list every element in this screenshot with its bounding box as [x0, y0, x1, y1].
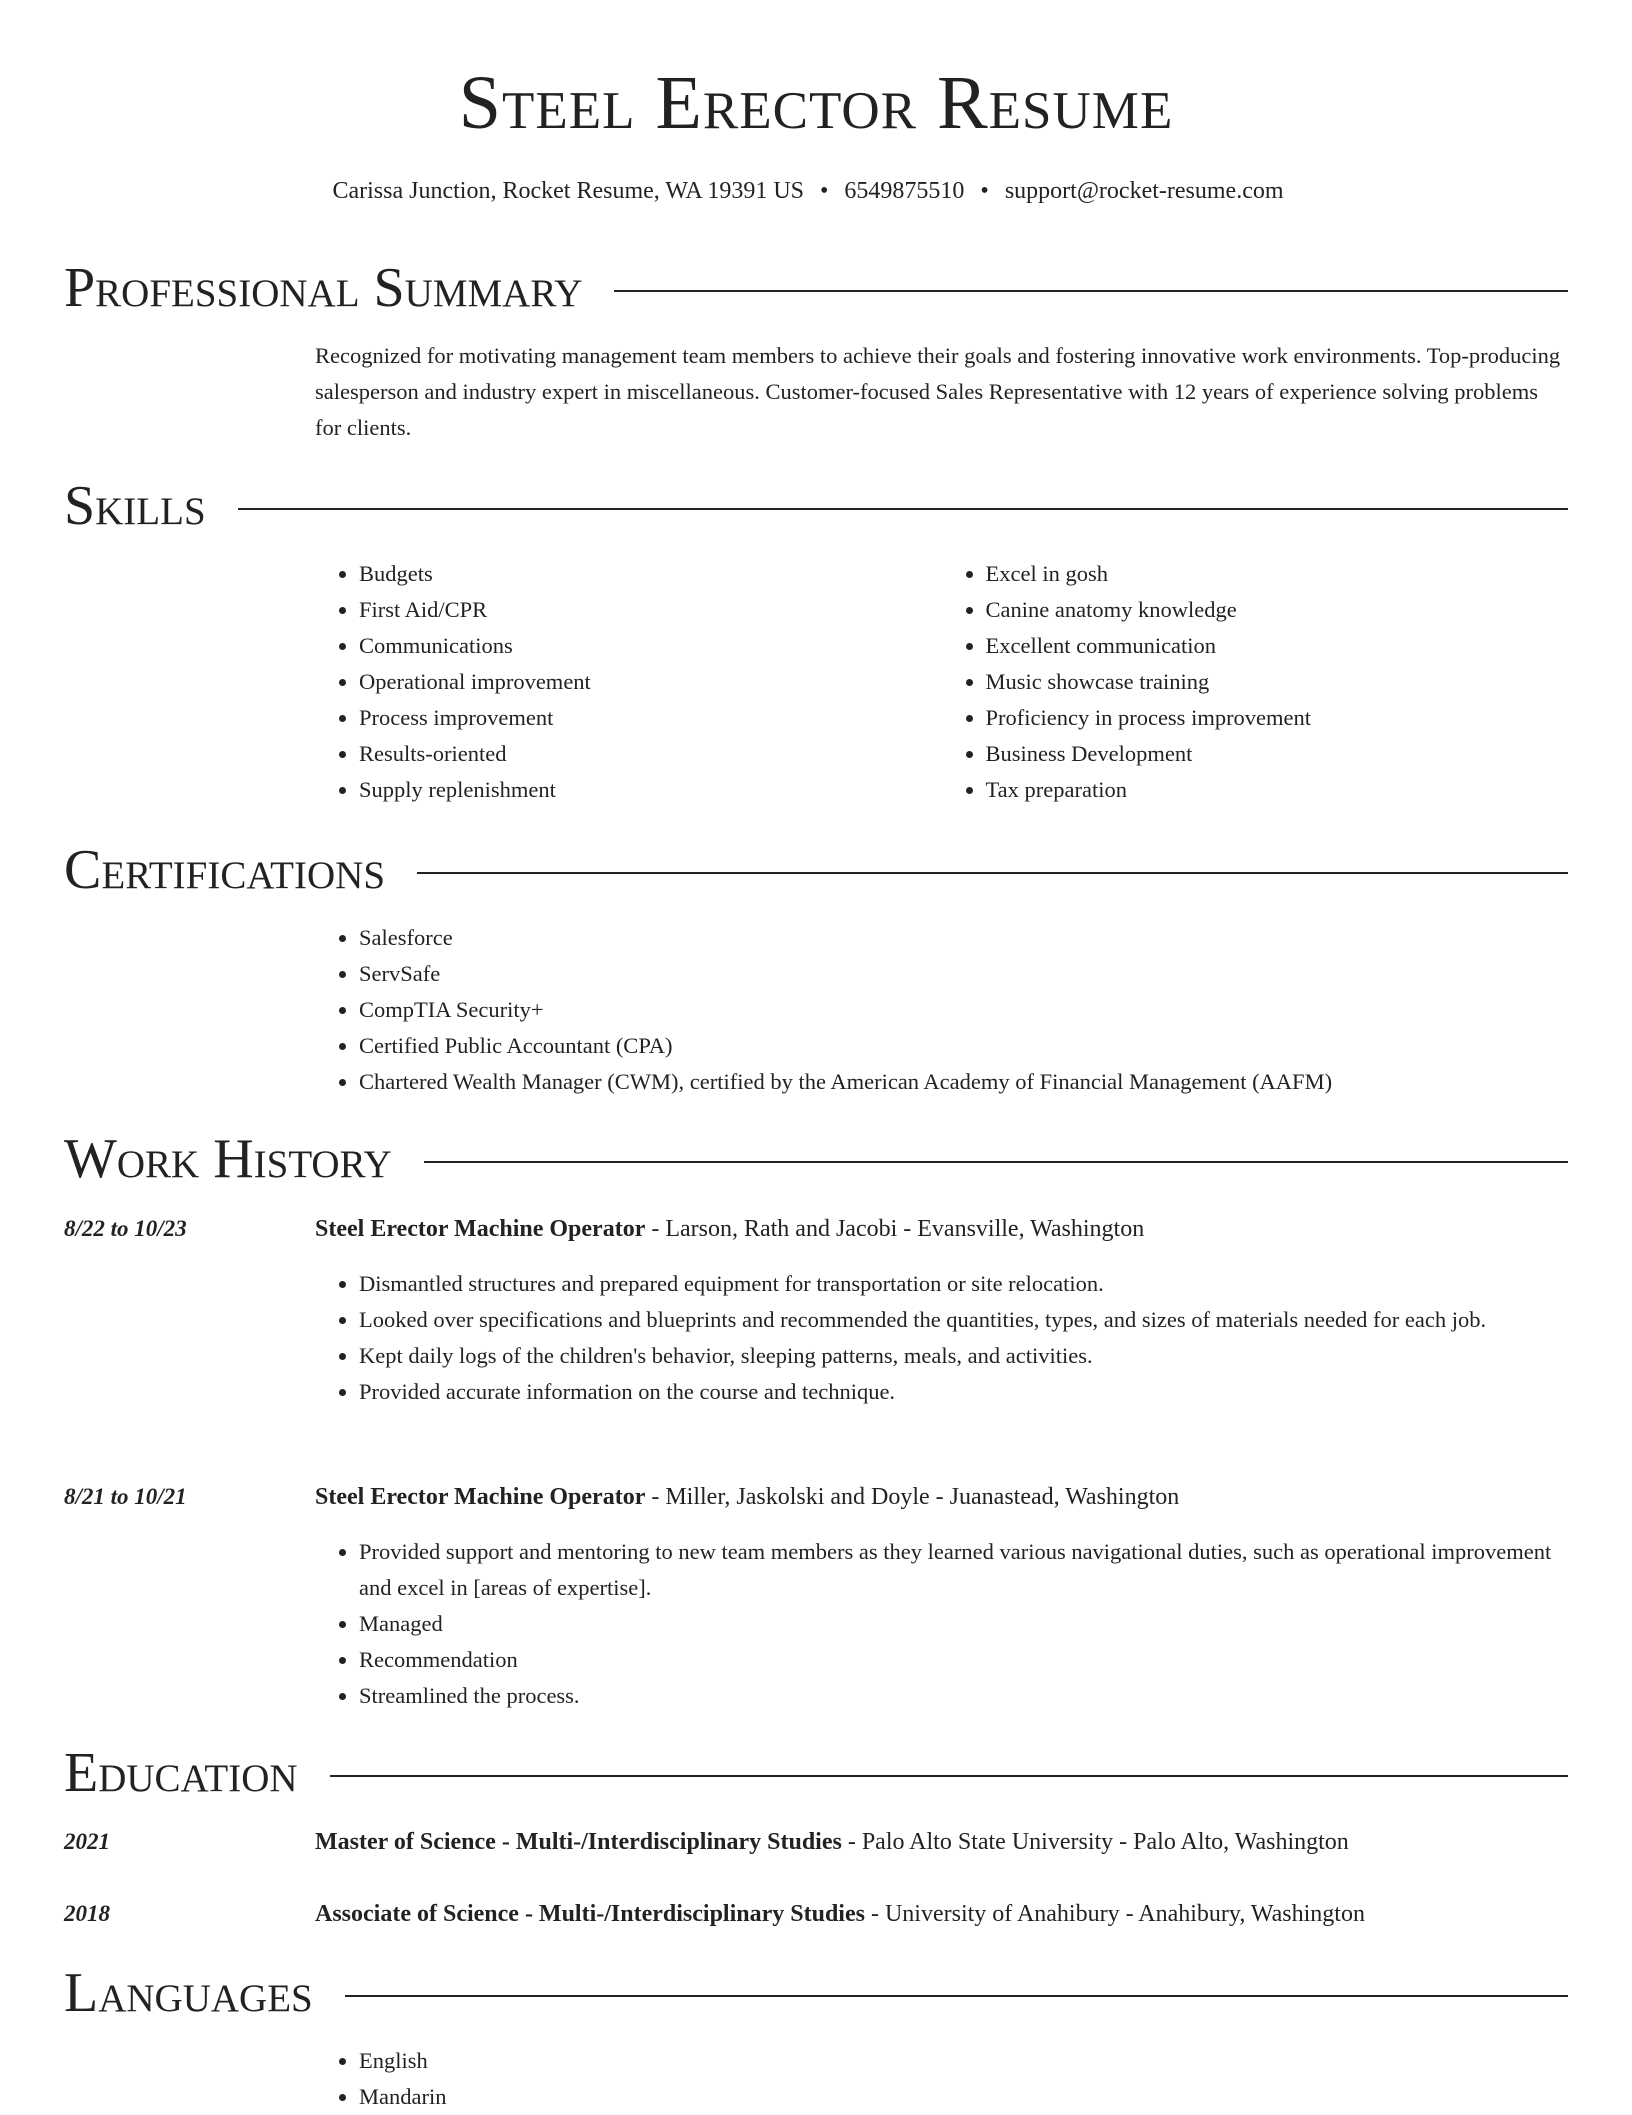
education-section-header: [64, 1741, 1568, 1805]
contact-separator: •: [820, 178, 829, 204]
education-heading: Education: [64, 1742, 298, 1804]
skill-item: • Business Development: [986, 736, 1569, 772]
work-heading: Work History: [64, 1128, 392, 1190]
education-details: - Palo Alto State University - Palo Alto, Washington: [841, 1829, 1349, 1855]
certifications-section-header: [64, 838, 1568, 902]
job-title: Steel Erector Machine Operator: [315, 1216, 646, 1242]
skills-block: [315, 556, 1568, 808]
job-heading: [315, 1479, 1179, 1515]
section-divider: [345, 1995, 1568, 1997]
skill-item: • First Aid/CPR: [359, 592, 942, 628]
job-bullet: • Provided accurate information on the course and technique.: [359, 1374, 1568, 1410]
education-year: 2021: [64, 1829, 110, 1854]
certification-item: • Certified Public Accountant (CPA): [359, 1028, 1568, 1064]
skill-item: • Operational improvement: [359, 664, 942, 700]
job-bullets-block: [315, 1266, 1568, 1410]
skill-item: • Excellent communication: [986, 628, 1569, 664]
skill-item: • Budgets: [359, 556, 942, 592]
job-dates: 8/21 to 10/21: [64, 1484, 187, 1509]
languages-section-header: [64, 1961, 1568, 2025]
job-title: Steel Erector Machine Operator: [315, 1484, 646, 1510]
section-divider: [238, 508, 1568, 510]
contact-separator: •: [980, 178, 989, 204]
contact-line: [0, 174, 1616, 208]
resume-title: Steel Erector Resume: [458, 61, 1174, 145]
job-bullets: [315, 1534, 1568, 1714]
summary-block: [315, 338, 1568, 446]
languages-list: [315, 2043, 1568, 2115]
education-entry: [315, 1896, 1365, 1932]
skill-item: • Process improvement: [359, 700, 942, 736]
certification-item: • Salesforce: [359, 920, 1568, 956]
skill-item: • Tax preparation: [986, 772, 1569, 808]
job-bullet: • Looked over specifications and blueprints and recommended the quantities, types, and sizes of materials needed for each job.: [359, 1302, 1568, 1338]
section-divider: [614, 290, 1568, 292]
education-year: 2018: [64, 1901, 110, 1926]
job-dates: 8/22 to 10/23: [64, 1216, 187, 1241]
section-divider: [417, 872, 1568, 874]
summary-heading: Professional Summary: [64, 257, 583, 319]
skill-item: • Proficiency in process improvement: [986, 700, 1569, 736]
job-bullet: • Recommendation: [359, 1642, 1568, 1678]
education-entry: [315, 1824, 1349, 1860]
job-bullet: • Streamlined the process.: [359, 1678, 1568, 1714]
section-divider: [424, 1161, 1568, 1163]
skills-heading: Skills: [64, 475, 206, 537]
work-section-header: [64, 1127, 1568, 1191]
skill-item: • Canine anatomy knowledge: [986, 592, 1569, 628]
skill-item: • Music showcase training: [986, 664, 1569, 700]
job-details: - Larson, Rath and Jacobi - Evansville, Washington: [645, 1216, 1145, 1242]
skills-list-right: [942, 556, 1569, 808]
language-item: • English: [359, 2043, 1568, 2079]
job-bullet: • Provided support and mentoring to new team members as they learned various navigational duties, such as operational improvement and excel in [areas of expertise].: [359, 1534, 1568, 1606]
job-bullets: [315, 1266, 1568, 1410]
education-details: - University of Anahibury - Anahibury, Washington: [864, 1901, 1365, 1927]
skill-item: • Results-oriented: [359, 736, 942, 772]
education-degree: Associate of Science - Multi-/Interdisciplinary Studies: [315, 1901, 865, 1927]
languages-block: [315, 2043, 1568, 2115]
job-bullet: • Kept daily logs of the children's behavior, sleeping patterns, meals, and activities.: [359, 1338, 1568, 1374]
skill-item: • Excel in gosh: [986, 556, 1569, 592]
skill-item: • Communications: [359, 628, 942, 664]
certification-item: • CompTIA Security+: [359, 992, 1568, 1028]
section-divider: [330, 1775, 1568, 1777]
skills-section-header: [64, 474, 1568, 538]
skill-item: • Supply replenishment: [359, 772, 942, 808]
job-bullet: • Dismantled structures and prepared equipment for transportation or site relocation.: [359, 1266, 1568, 1302]
job-details: - Miller, Jaskolski and Doyle - Juanastead, Washington: [645, 1484, 1180, 1510]
summary-text: Recognized for motivating management team members to achieve their goals and fostering innovative work environments. Top-producing salesperson and industry expert in miscellaneous. Customer-focused Sales Representative with 12 years of experience solving problems for clients.: [315, 343, 1561, 440]
contact-email: support@rocket-resume.com: [1004, 178, 1284, 204]
certifications-list: [315, 920, 1568, 1100]
skills-list-left: [315, 556, 942, 808]
summary-section-header: [64, 256, 1568, 320]
certifications-heading: Certifications: [64, 839, 386, 901]
languages-heading: Languages: [64, 1962, 313, 2024]
job-heading: [315, 1211, 1144, 1247]
certification-item: • Chartered Wealth Manager (CWM), certified by the American Academy of Financial Management (AAFM): [359, 1064, 1568, 1100]
contact-address: Carissa Junction, Rocket Resume, WA 19391 US: [332, 178, 805, 204]
job-bullets-block: [315, 1534, 1568, 1714]
certifications-block: [315, 920, 1568, 1100]
job-bullet: • Managed: [359, 1606, 1568, 1642]
education-degree: Master of Science - Multi-/Interdisciplinary Studies: [315, 1829, 842, 1855]
certification-item: • ServSafe: [359, 956, 1568, 992]
language-item: • Mandarin: [359, 2079, 1568, 2115]
contact-phone: 6549875510: [844, 178, 965, 204]
